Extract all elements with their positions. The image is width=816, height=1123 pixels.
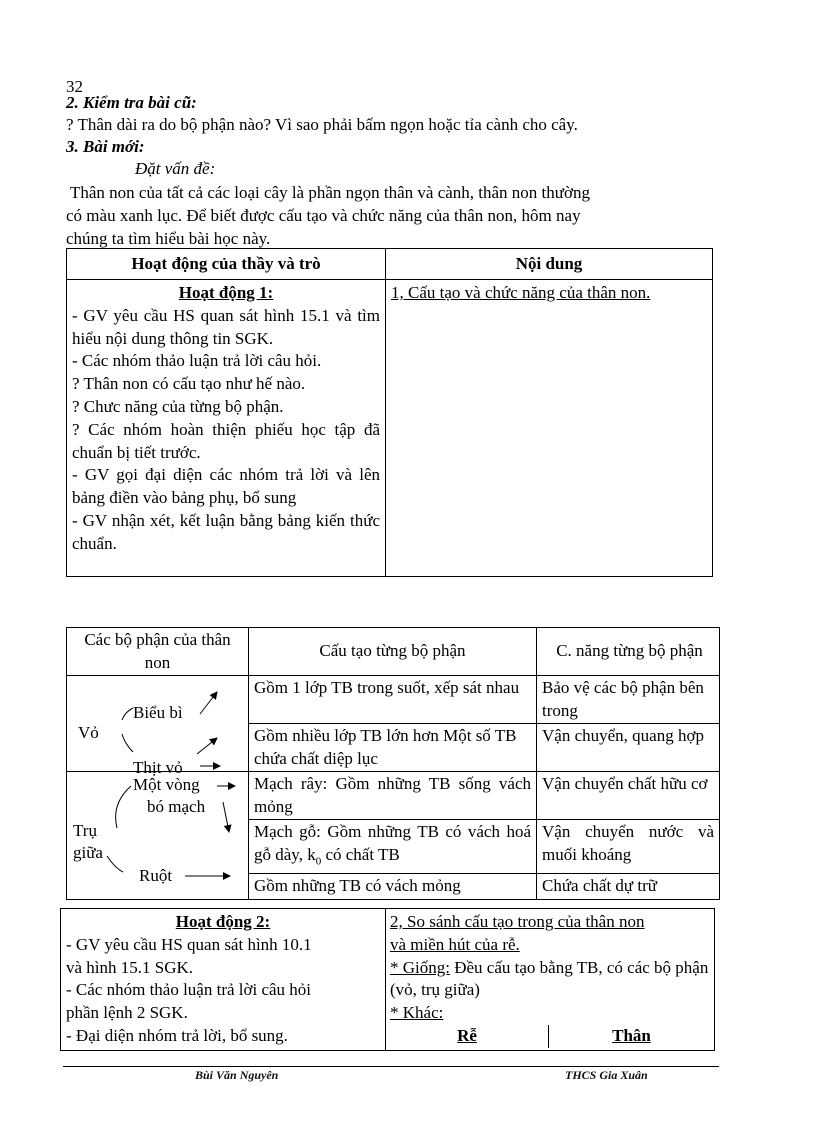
structure-bieu-bi: Gồm 1 lớp TB trong suốt, xếp sát nhau xyxy=(249,676,537,724)
intro-line-1: Thân non của tất cả các loại cây là phần ngọn thân và cành, thân non thường xyxy=(70,183,590,202)
structure-thit-vo: Gồm nhiều lớp TB lớn hơn Một số TB chứa chất diệp lục xyxy=(249,724,537,772)
structure-table xyxy=(66,627,720,900)
diff-columns xyxy=(386,1025,714,1048)
function-mach-ray: Vận chuyển chất hữu cơ xyxy=(537,772,720,820)
structure-mach-go: Mạch gỗ: Gồm những TB có vách hoá gỗ dày, $k_0$ có chất TB xyxy=(249,820,537,874)
part-label-bieu-bi: Biểu bì xyxy=(133,703,183,722)
function-thit-vo: Vận chuyển, quang hợp xyxy=(537,724,720,772)
footer-author: Bùi Văn Nguyên xyxy=(195,1068,279,1082)
diff-col-stem: Thân xyxy=(612,1025,651,1045)
activity-1-line: ? Chưc năng của từng bộ phận. xyxy=(72,396,284,416)
tru-giua-group-cell xyxy=(67,772,249,900)
intro-line-2: có màu xanh lục. Để biết được cấu tạo và chức năng của thân non, hôm nay xyxy=(66,206,581,225)
diff-col-root: Rễ xyxy=(386,1025,549,1048)
arrow-bieu-bi xyxy=(200,692,217,714)
activity-cell xyxy=(67,280,386,577)
activity-1-line: - Các nhóm thảo luận trả lời câu hỏi. xyxy=(72,351,322,371)
header-left: Hoạt động của thầy và trò xyxy=(67,249,386,280)
same-text: Đều cấu tạo bằng TB, có các bộ phận (vỏ, trụ giữa) xyxy=(390,957,709,1000)
content-1-title: 1, Cấu tạo và chức năng của thân non. xyxy=(391,283,651,302)
col-header-function: C. năng từng bộ phận xyxy=(537,628,720,676)
activity-2-line: - Đại diện nhóm trả lời, bổ sung. xyxy=(66,1025,288,1045)
part-label-thit-vo: Thịt vỏ xyxy=(133,758,183,777)
compare-title-2: và miền hút của rễ. xyxy=(390,934,520,954)
group-label-tru-giua: Trụ giữa xyxy=(73,821,103,862)
col-header-parts: Các bộ phận của thân non xyxy=(67,628,249,676)
activity-2-line: phần lệnh 2 SGK. xyxy=(66,1003,188,1023)
structure-ruot: Gồm những TB có vách mỏng xyxy=(249,874,537,900)
section-3-heading: 3. Bài mới: xyxy=(66,137,145,156)
brace-lower xyxy=(122,734,133,752)
function-mach-go: Vận chuyển nước và muối khoáng xyxy=(537,820,720,874)
compare-title-1: 2, So sánh cấu tạo trong của thân non xyxy=(390,912,645,931)
activity-table-1 xyxy=(66,248,713,577)
activity-1-line: ? Thân non có cấu tạo như hế nào. xyxy=(72,374,306,394)
diff-label: * Khác: xyxy=(390,1003,444,1023)
brace-tru-lower xyxy=(107,856,123,872)
activity-1-line: - GV nhận xét, kết luận bằng bảng kiến thức chuẩn. xyxy=(72,510,380,553)
arrow-bo-mach-down xyxy=(223,802,229,832)
section-3-subheading: Đặt vấn đề: xyxy=(135,159,216,178)
footer-rule xyxy=(63,1066,719,1067)
brace-tru-upper xyxy=(116,786,131,828)
vo-group-cell xyxy=(67,676,249,777)
structure-mach-ray: Mạch rây: Gồm những TB sống vách mỏng xyxy=(249,772,537,820)
brace-upper xyxy=(122,708,133,720)
part-label-bo-mach-line2: bó mạch xyxy=(147,797,206,816)
page-number: 32 xyxy=(66,77,83,96)
activity-table-2 xyxy=(60,908,715,1051)
section-2-question: ? Thân dài ra do bộ phận nào? Vì sao phải bấm ngọn hoặc tỉa cành cho cây. xyxy=(66,115,578,134)
same-label: * Giống: xyxy=(390,957,450,977)
activity-1-title: Hoạt động 1: xyxy=(178,283,274,302)
activity-1-line: - GV yêu cầu HS quan sát hình 15.1 và tìm hiểu nội dung thông tin SGK. xyxy=(72,305,380,348)
group-label-vo: Vỏ xyxy=(78,723,99,742)
col-header-structure: Cấu tạo từng bộ phận xyxy=(249,628,537,676)
activity-1-line: ? Các nhóm hoàn thiện phiếu học tập đã chuẩn bị tiết trước. xyxy=(72,419,380,462)
footer-school: THCS Gia Xuân xyxy=(565,1068,648,1082)
function-ruot: Chứa chất dự trữ xyxy=(537,874,720,900)
activity-2-line: - Các nhóm thảo luận trả lời câu hỏi xyxy=(66,980,312,1000)
intro-line-3: chúng ta tìm hiểu bài học này. xyxy=(66,229,271,248)
activity-2-line: - GV yêu cầu HS quan sát hình 10.1 xyxy=(66,934,312,954)
activity-1-line: - GV gọi đại diện các nhóm trả lời và lên bảng điền vào bảng phụ, bổ sung xyxy=(72,465,380,508)
part-label-ruot: Ruột xyxy=(139,866,173,885)
compare-cell xyxy=(386,909,715,1051)
activity-2-title: Hoạt động 2: xyxy=(175,912,271,931)
content-cell xyxy=(386,280,713,577)
header-right: Nội dung xyxy=(386,249,713,280)
function-bieu-bi: Bảo vệ các bộ phận bên trong xyxy=(537,676,720,724)
part-label-bo-mach-line1: Một vòng xyxy=(133,775,200,794)
section-2-heading: 2. Kiểm tra bài cũ: xyxy=(66,93,197,112)
tru-giua-arrows xyxy=(67,772,248,890)
arrow-thit-vo-up xyxy=(197,738,217,754)
vo-arrows xyxy=(67,676,248,776)
activity-2-line: và hình 15.1 SGK. xyxy=(66,957,194,977)
activity-2-cell xyxy=(61,909,386,1051)
same-row xyxy=(386,957,714,1003)
